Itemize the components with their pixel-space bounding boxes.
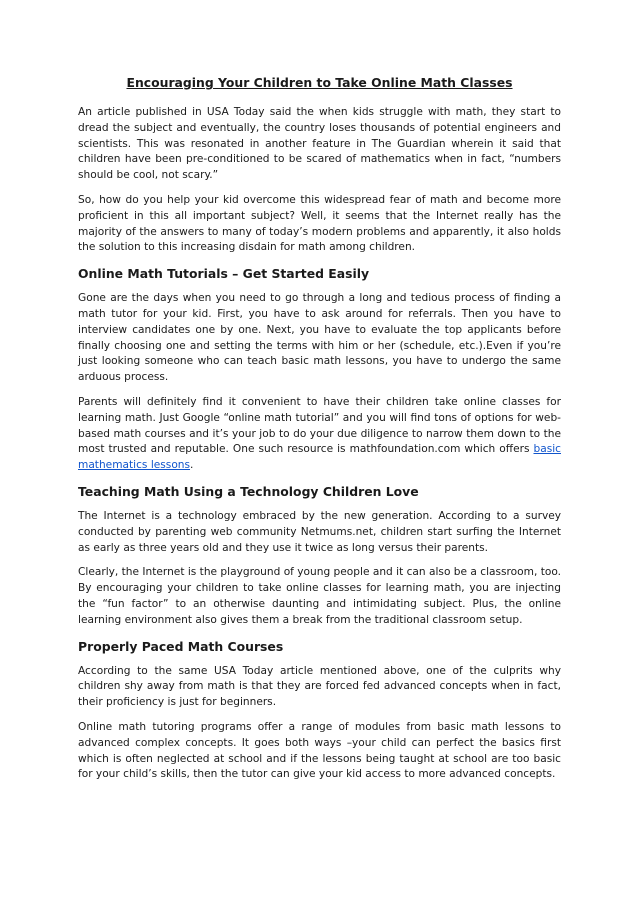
section-heading-paced-courses: Properly Paced Math Courses [78, 638, 284, 654]
paragraph-tutorials-2-text: Parents will definitely find it convenient to have their children take online classes for learning math. Just Google “online math tutorial” and you will find tons of options for web-based math courses and it’s your job to do your due diligence to narrow them down to the most trusted and reputable. One such resource is mathfoundation.com which offers [78, 395, 561, 456]
paragraph-tutorials-2 [78, 395, 561, 474]
basic-mathematics-lessons-link[interactable]: basic mathematics lessons [78, 443, 561, 472]
document-title: Encouraging Your Children to Take Online Math Classes [126, 75, 513, 90]
paragraph-paced-1: According to the same USA Today article mentioned above, one of the culprits why children shy away from math is that they are forced fed advanced concepts when in fact, their proficiency is just for beginners. [78, 664, 561, 709]
section-heading-technology: Teaching Math Using a Technology Children Love [78, 483, 419, 499]
section-heading-online-tutorials: Online Math Tutorials – Get Started Easily [78, 266, 370, 282]
paragraph-intro-2: So, how do you help your kid overcome this widespread fear of math and become more proficient in this all important subject? Well, it seems that the Internet really has the majority of the answers to many of today’s modern problems and apparently, it also holds the solution to this increasing disdain for math among children. [78, 193, 561, 254]
paragraph-paced-2: Online math tutoring programs offer a range of modules from basic math lessons to advanced complex concepts. It goes both ways –your child can perfect the basics first which is often neglected at school and if the lessons being taught at school are too basic for your child’s skills, then the tutor can give your kid access to more advanced concepts. [78, 720, 561, 781]
paragraph-technology-2: Clearly, the Internet is the playground of young people and it can also be a classroom, too. By encouraging your children to take online classes for learning math, you are injecting the “fun factor” to an otherwise daunting and intimidating subject. Plus, the online learning environment also gives them a break from the traditional classroom setup. [78, 566, 561, 626]
paragraph-tutorials-1: Gone are the days when you need to go through a long and tedious process of finding a math tutor for your kid. First, you have to ask around for referrals. Then you have to interview candidates one by one. Next, you have to evaluate the top applicants before finally choosing one and setting the terms with him or her (schedule, etc.).Even if you’re just looking someone who can teach basic math lessons, you have to undergo the same arduous process. [78, 292, 561, 384]
paragraph-technology-1: The Internet is a technology embraced by the new generation. According to a survey conducted by parenting web community Netmums.net, children start surfing the Internet as early as three years old and they use it twice as long versus their parents. [78, 509, 561, 554]
document-page [78, 74, 561, 792]
paragraph-tutorials-2-end: . [190, 459, 194, 472]
paragraph-intro-1: An article published in USA Today said the when kids struggle with math, they start to dread the subject and eventually, the country loses thousands of potential engineers and scientists. This was resonated in another feature in The Guardian wherein it said that children have been pre-conditioned to be scared of mathematics when in fact, “numbers should be cool, not scary.” [78, 106, 561, 182]
